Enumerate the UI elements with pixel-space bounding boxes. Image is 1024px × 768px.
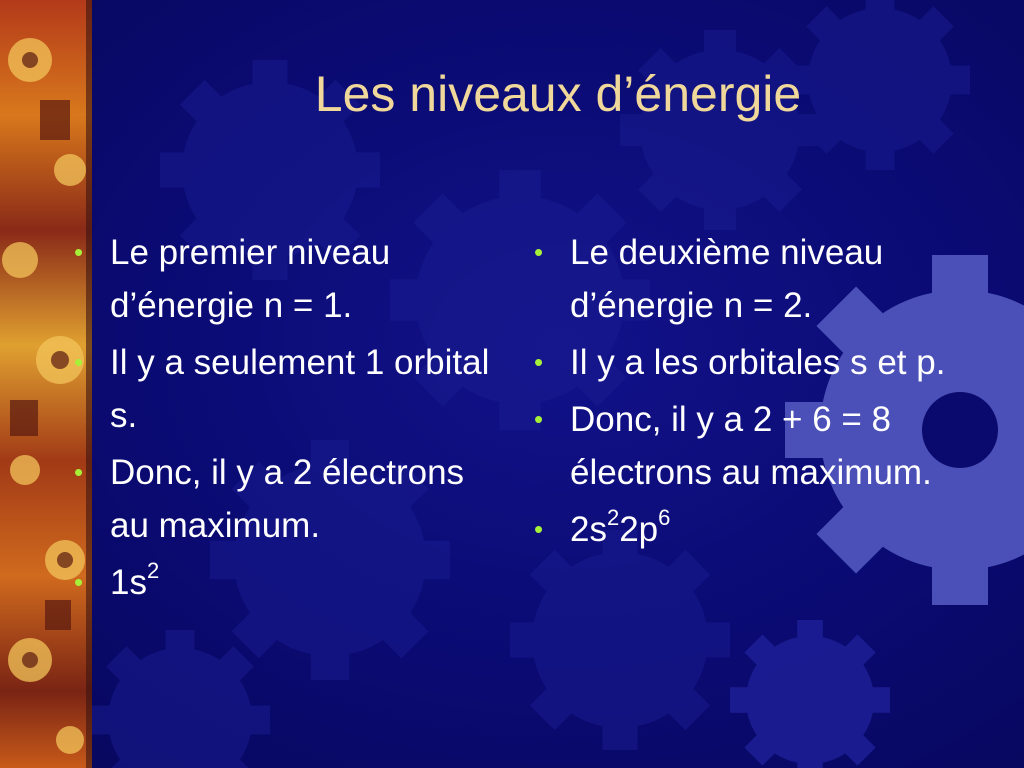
bullet-dot-icon: • <box>534 347 544 377</box>
bullet-dot-icon: • <box>534 237 544 267</box>
list-item-formula <box>530 503 1000 556</box>
right-bullet-list <box>530 226 1000 560</box>
list-item <box>530 393 1000 499</box>
bullet-dot-icon: • <box>534 404 544 434</box>
list-item-text: Donc, il y a 2 électrons au maximum. <box>110 453 465 545</box>
slide-title: Les niveaux d’énergie <box>314 66 802 122</box>
left-bullet-list <box>70 226 490 613</box>
bullet-dot-icon: • <box>534 514 544 544</box>
list-item <box>70 336 490 442</box>
bullet-dot-icon: • <box>74 457 84 487</box>
bullet-dot-icon: • <box>74 567 84 597</box>
list-item-text: Le deuxième niveau d’énergie n = 2. <box>570 233 884 325</box>
list-item-text: Donc, il y a 2 + 6 = 8 électrons au maximum. <box>570 400 932 492</box>
list-item <box>530 336 1000 389</box>
list-item-text: Il y a les orbitales s et p. <box>570 343 946 382</box>
list-item <box>70 226 490 332</box>
list-item <box>70 446 490 552</box>
formula-superscript: 2 <box>606 505 620 531</box>
formula-base: 2s <box>570 510 607 549</box>
formula-base: 1s <box>110 563 147 602</box>
bullet-dot-icon: • <box>74 237 84 267</box>
list-item-text: Il y a seulement 1 orbital s. <box>110 343 490 435</box>
list-item <box>530 226 1000 332</box>
list-item-formula <box>70 556 490 609</box>
formula-base: 2p <box>619 510 659 549</box>
formula-superscript: 2 <box>146 558 160 584</box>
bullet-dot-icon: • <box>74 347 84 377</box>
list-item-text: Le premier niveau d’énergie n = 1. <box>110 233 391 325</box>
formula-superscript: 6 <box>658 505 671 531</box>
